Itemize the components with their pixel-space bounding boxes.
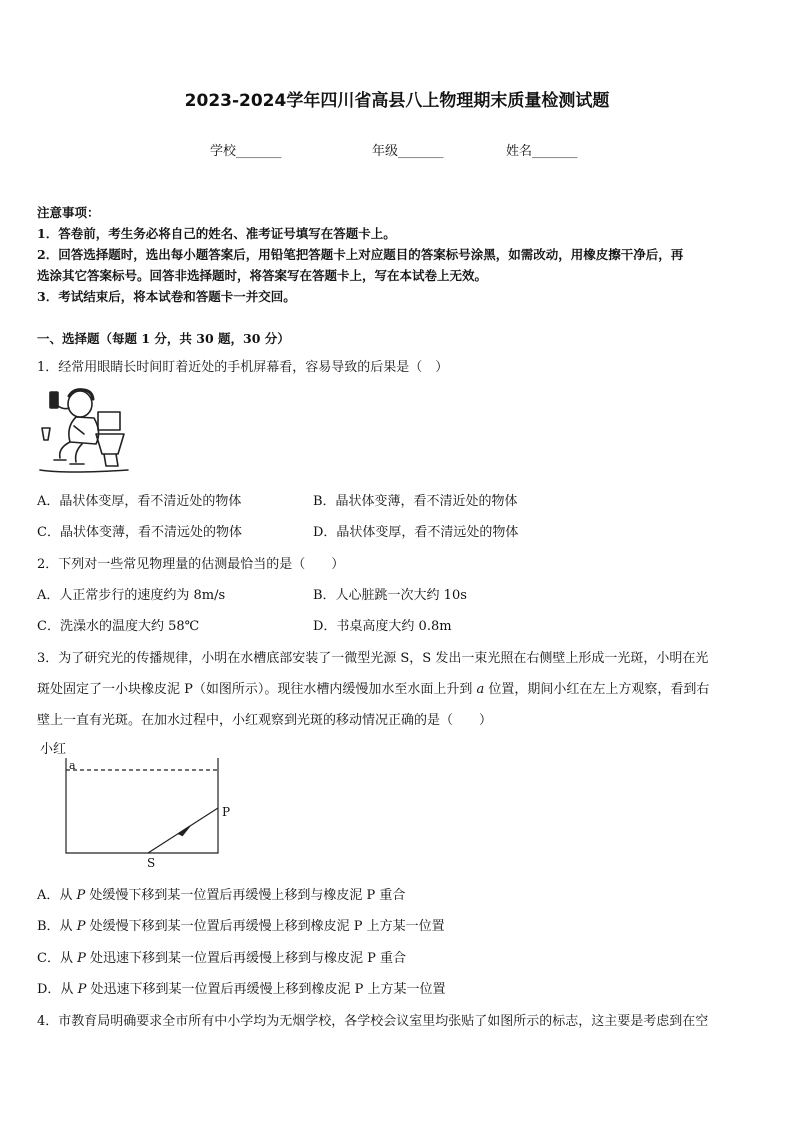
q1-option-a: A．晶状体变厚，看不清近处的物体	[37, 494, 242, 509]
q3-option-b	[37, 915, 445, 934]
source-s-label: S	[147, 856, 156, 870]
name-field: 姓名_______	[506, 144, 578, 159]
section-heading: 一、选择题（每题 1 分，共 30 题，30 分）	[37, 331, 290, 346]
note-item-1: 1．答卷前，考生务必将自己的姓名、准考证号填写在答题卡上。	[37, 226, 396, 241]
q3-b-pre: B．从	[37, 919, 77, 934]
q2-option-d: D．书桌高度大约 0.8m	[313, 619, 452, 634]
grade-field: 年级_______	[372, 144, 444, 159]
note-item-2b: 选涂其它答案标号。回答非选择题时，将答案写在答题卡上，写在本试卷上无效。	[37, 268, 488, 283]
q3-option-c	[37, 947, 406, 966]
q4-stem: 4．市教育局明确要求全市所有中小学均为无烟学校，各学校会议室里均张贴了如图所示的标志，这主要是考虑到在空	[37, 1014, 709, 1029]
q3-a-var: P	[76, 888, 86, 903]
page-title: 2023-2024学年四川省高县八上物理期末质量检测试题	[184, 91, 610, 111]
person-using-phone-illustration	[36, 382, 136, 477]
level-a-label: a	[69, 759, 76, 772]
q3-option-a	[37, 884, 405, 903]
q1-option-b: B．晶状体变薄，看不清近处的物体	[313, 494, 518, 509]
ray-arrow-icon	[178, 826, 190, 836]
q3-d-var: P	[77, 982, 87, 997]
q3-c-var: P	[77, 951, 86, 966]
q3-line-3: 壁上一直有光斑。在加水过程中，小红观察到光斑的移动情况正确的是（ ）	[37, 713, 493, 728]
note-item-3: 3．考试结束后，将本试卷和答题卡一并交回。	[37, 289, 296, 304]
q3-c-pre: C．从	[37, 951, 78, 966]
q3-d-post: 处迅速下移到某一位置后再缓慢上移到橡皮泥 P 上方某一位置	[86, 982, 446, 997]
note-item-2a: 2．回答选择题时，选出每小题答案后，用铅笔把答题卡上对应题目的答案标号涂黑，如需改动，用橡皮擦干净后，再	[37, 247, 684, 262]
observer-label: 小红	[40, 742, 67, 757]
q3-d-pre: D．从	[37, 982, 78, 997]
q3-a-post: 处缓慢下移到某一位置后再缓慢上移到与橡皮泥 P 重合	[85, 888, 406, 903]
q3-line-2-pre: 斑处固定了一小块橡皮泥 P（如图所示）。现往水槽内缓慢加水至水面上升到	[37, 682, 477, 697]
q1-option-c: C．晶状体变薄，看不清远处的物体	[37, 525, 242, 540]
notes-heading: 注意事项：	[37, 205, 100, 220]
water-tank-diagram	[30, 736, 250, 871]
q3-line-1: 3．为了研究光的传播规律，小明在水槽底部安装了一微型光源 S，S 发出一束光照在右侧壁上形成一光斑，小明在光	[37, 651, 709, 666]
q3-c-post: 处迅速下移到某一位置后再缓慢上移到与橡皮泥 P 重合	[85, 951, 406, 966]
q3-a-pre: A．从	[37, 888, 77, 903]
putty-p-label: P	[222, 805, 231, 819]
q2-option-c: C．洗澡水的温度大约 58℃	[37, 619, 200, 634]
q2-option-b: B．人心脏跳一次大约 10s	[313, 588, 467, 603]
q3-var-a: a	[476, 682, 485, 697]
q3-line-2	[37, 678, 709, 697]
school-field: 学校_______	[210, 144, 282, 159]
q3-line-2-post: 位置，期间小红在左上方观察，看到右	[484, 682, 710, 697]
q2-stem: 2．下列对一些常见物理量的估测最恰当的是（ ）	[37, 557, 345, 572]
q3-b-var: P	[76, 919, 86, 934]
q2-option-a: A．人正常步行的速度约为 8m/s	[37, 588, 226, 603]
q3-option-d	[37, 978, 445, 997]
q1-stem: 1．经常用眼睛长时间盯着近处的手机屏幕看，容易导致的后果是（ ）	[37, 360, 449, 375]
q1-option-d: D．晶状体变厚，看不清远处的物体	[313, 525, 519, 540]
q3-b-post: 处缓慢下移到某一位置后再缓慢上移到橡皮泥 P 上方某一位置	[85, 919, 445, 934]
